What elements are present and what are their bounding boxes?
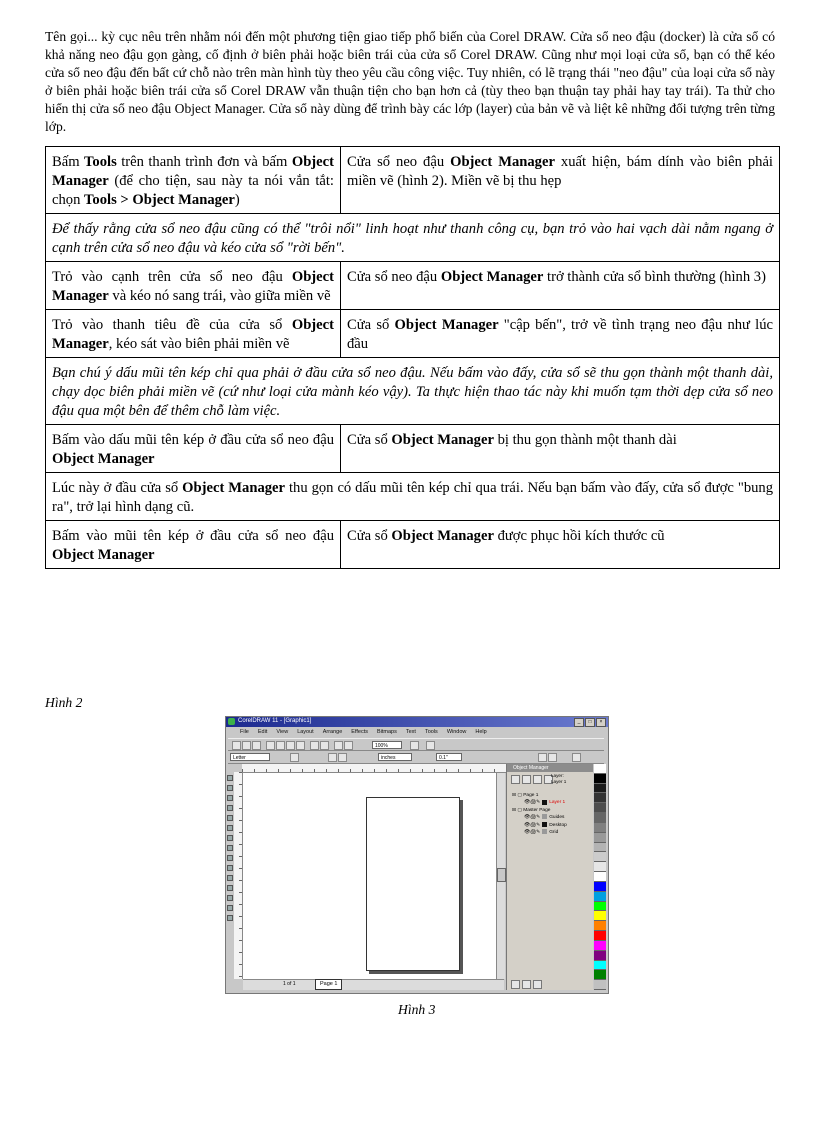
menu-file[interactable]: File [240, 729, 249, 735]
shape-tool-icon[interactable] [227, 785, 233, 791]
outline-tool-icon[interactable] [227, 895, 233, 901]
paper-type-select[interactable]: Letter [230, 753, 270, 761]
import-icon[interactable] [334, 741, 343, 750]
step-action [46, 425, 341, 473]
scrollbar-thumb[interactable] [497, 868, 506, 882]
note: Để thấy rằng cửa sổ neo đậu cũng có thể "trôi nổi" linh hoạt như thanh công cụ, bạn trỏ vào hai vạch dài nằm ngang ở cạnh trên cửa sổ neo đậu và kéo cửa sổ "rời bến". [46, 214, 780, 262]
step-result [341, 521, 780, 569]
step-action [46, 521, 341, 569]
minimize-icon[interactable]: _ [574, 718, 584, 727]
step-action [46, 310, 341, 358]
new-layer-icon[interactable] [511, 980, 520, 989]
grid-icon[interactable] [548, 753, 557, 762]
paste-icon[interactable] [296, 741, 305, 750]
menu-text[interactable]: Text [405, 729, 416, 735]
menu-layout[interactable]: Layout [297, 729, 314, 735]
pick-tool-icon[interactable] [227, 775, 233, 781]
text-bold: Object Manager [52, 451, 155, 467]
nudge-field[interactable]: 0.1" [436, 753, 462, 761]
snap-icon[interactable] [538, 753, 547, 762]
new-icon[interactable] [232, 741, 241, 750]
text: trở thành cửa sổ bình thường (hình 3) [543, 269, 766, 285]
table-row [46, 147, 780, 214]
text: Trỏ vào cạnh trên cửa sổ neo đậu [52, 269, 292, 285]
horizontal-ruler [242, 764, 506, 773]
layer-color-swatch [542, 800, 547, 805]
palette-swatch[interactable] [594, 833, 606, 843]
menu-arrange[interactable]: Arrange [322, 729, 343, 735]
polygon-tool-icon[interactable] [227, 845, 233, 851]
palette-swatch[interactable] [594, 970, 606, 980]
step-action [46, 147, 341, 214]
palette-swatch[interactable] [594, 764, 606, 774]
current-layer-info [551, 773, 566, 785]
layer-tree [510, 792, 590, 836]
layer-manager-view-icon[interactable] [533, 775, 542, 784]
table-row [46, 310, 780, 358]
palette-swatch[interactable] [594, 784, 606, 794]
table-row [46, 262, 780, 310]
page-width-icon[interactable] [290, 753, 299, 762]
docker-bottom-toolbar [511, 980, 542, 989]
palette-swatch[interactable] [594, 951, 606, 961]
text: Cửa sổ [347, 528, 392, 544]
text: và kéo nó sang trái, vào giữa miền vẽ [108, 288, 331, 304]
page-outline[interactable] [366, 797, 460, 971]
intro-paragraph: Tên gọi... kỳ cục nêu trên nhằm nói đến một phương tiện giao tiếp phổ biến của Corel DRAW. Cửa sổ neo đậu (docker) là cửa sổ có khả năng neo đậu gọn gàng, cố định ở biên phải hoặc biên trái của cửa sổ Corel DRAW. Cũng như mọi loại cửa sổ, bạn có thể kéo cửa sổ neo đậu đến bất cứ chỗ nào trên màn hình tùy theo yêu cầu công việc. Tuy nhiên, có lẽ trạng thái "neo đậu" của loại cửa sổ này ở biên phải hoặc biên trái cửa sổ Corel DRAW vẫn thuận tiện cho bạn hơn cả (tùy theo bạn thuận tay phải hay tay trái). Ta thử cho hiển thị cửa sổ neo đậu Object Manager. Cửa sổ này dùng để trình bày các lớp (layer) của bản vẽ và liệt kê những đối tượng trên từng lớp. [45, 29, 775, 134]
tree-layer[interactable]: 👁🖨✎ Desktop [524, 822, 567, 828]
figure-caption: Hình 3 [398, 1002, 436, 1017]
toolbox [226, 772, 234, 979]
menu-bar [226, 728, 608, 737]
layer-color-swatch [542, 814, 547, 819]
maximize-icon[interactable]: □ [585, 718, 595, 727]
delete-icon[interactable] [533, 980, 542, 989]
step-result [341, 262, 780, 310]
new-master-layer-icon[interactable] [522, 980, 531, 989]
print-icon[interactable] [266, 741, 275, 750]
tree-layer[interactable]: 👁🖨✎ Layer 1 [524, 800, 566, 806]
layer-color-swatch [542, 822, 547, 827]
table-row [46, 214, 780, 262]
text-bold: Object Manager [52, 547, 155, 563]
steps-table [45, 146, 780, 569]
interactive-tool-icon[interactable] [227, 875, 233, 881]
tree-layer[interactable]: 👁🖨✎ Guides [524, 815, 565, 821]
step-result [341, 310, 780, 358]
palette-swatch[interactable] [594, 892, 606, 902]
cut-icon[interactable] [276, 741, 285, 750]
undo-icon[interactable] [310, 741, 319, 750]
text-bold: Object Manager [394, 317, 499, 333]
table-row [46, 358, 780, 425]
fill-tool-icon[interactable] [227, 905, 233, 911]
landscape-icon[interactable] [338, 753, 347, 762]
text: Bấm vào mũi tên kép ở đầu cửa sổ neo đậu [52, 528, 334, 544]
window-title: CorelDRAW 11 - [Graphic1] [238, 718, 312, 724]
text: được phục hồi kích thước cũ [493, 528, 665, 544]
property-bar [228, 750, 604, 764]
text-bold: Object Manager [182, 480, 286, 496]
palette-swatch[interactable] [594, 803, 606, 813]
note [46, 473, 780, 521]
note: Bạn chú ý dấu mũi tên kép chỉ qua phải ở đầu cửa sổ neo đậu. Nếu bấm vào đấy, cửa sổ sẽ thu gọn thành một thanh dài, chạy dọc biên phải miền vẽ (cứ như loại cửa mành kéo vậy). Ta thực hiện thao tác này khi muốn tạm thời dẹp cửa sổ neo đậu qua một bên để thêm chỗ làm việc. [46, 358, 780, 425]
palette-swatch[interactable] [594, 921, 606, 931]
table-row [46, 521, 780, 569]
tree-page[interactable]: ⊟ ▢ Page 1 [512, 793, 539, 798]
text-bold: Object Manager [391, 432, 494, 448]
palette-swatch[interactable] [594, 843, 606, 853]
drawing-canvas[interactable] [243, 773, 496, 979]
text: thu gọn có dấu mũi tên kép chỉ qua trái. Nếu bạn bấm vào đấy, cửa sổ được "bung ra", trở lại hình dạng cũ. [52, 480, 774, 515]
palette-swatch[interactable] [594, 902, 606, 912]
interactive-fill-tool-icon[interactable] [227, 915, 233, 921]
vertical-scrollbar[interactable] [496, 773, 505, 979]
portrait-icon[interactable] [328, 753, 337, 762]
text: Cửa sổ [347, 317, 395, 333]
text: Cửa sổ neo đậu [347, 154, 451, 170]
units-select[interactable]: inches [378, 753, 412, 761]
palette-swatch[interactable] [594, 882, 606, 892]
palette-swatch[interactable] [594, 872, 606, 882]
text: (để cho tiện, sau này ta nói vắn tắt: chọn [52, 173, 334, 208]
app-icon [228, 718, 235, 725]
palette-swatch[interactable] [594, 911, 606, 921]
palette-swatch[interactable] [594, 961, 606, 971]
menu-bitmaps[interactable]: Bitmaps [377, 729, 397, 735]
menu-view[interactable]: View [276, 729, 289, 735]
docker-toolbar [511, 775, 553, 784]
table-row [46, 425, 780, 473]
step-result [341, 425, 780, 473]
tree-label: Page 1 [523, 793, 539, 798]
menu-tools[interactable]: Tools [424, 729, 438, 735]
text-bold: Object Manager [391, 528, 494, 544]
text-bold: Object Manager [52, 317, 334, 352]
palette-swatch[interactable] [594, 793, 606, 803]
tree-layer[interactable]: 👁🖨✎ Grid [524, 830, 559, 836]
text: xuất hiện, bám dính vào biên phải miền vẽ (hình 2). Miền vẽ bị thu hẹp [347, 154, 773, 189]
page-count: 1 of 1 [283, 981, 296, 987]
zoom-tool-icon[interactable] [227, 805, 233, 811]
table-row [46, 473, 780, 521]
rectangle-tool-icon[interactable] [227, 825, 233, 831]
step-action [46, 262, 341, 310]
text-bold: Object Manager [52, 154, 334, 189]
zoom-icon[interactable] [410, 741, 419, 750]
text: , kéo sát vào biên phải miền vẽ [108, 336, 290, 352]
text-bold: Tools > Object Manager [84, 192, 235, 208]
export-icon[interactable] [344, 741, 353, 750]
layer-color-swatch [542, 829, 547, 834]
tree-label: Guides [549, 815, 565, 821]
text: ) [234, 192, 240, 208]
palette-swatch[interactable] [594, 862, 606, 872]
show-properties-icon[interactable] [511, 775, 520, 784]
tree-master-page[interactable]: ⊟ ▢ Master Page [512, 807, 551, 813]
text: Cửa sổ neo đậu [347, 269, 441, 285]
text: "cập bến", trở về tình trạng neo đậu như lúc đầu [347, 317, 773, 352]
copy-icon[interactable] [286, 741, 295, 750]
app-launcher-icon[interactable] [426, 741, 435, 750]
palette-swatch[interactable] [594, 852, 606, 862]
layer-label: Layer: [551, 773, 564, 778]
text-bold: Tools [84, 154, 117, 170]
palette-swatch[interactable] [594, 823, 606, 833]
color-palette [594, 764, 606, 990]
freehand-tool-icon[interactable] [227, 815, 233, 821]
save-icon[interactable] [252, 741, 261, 750]
menu-help[interactable]: Help [475, 729, 487, 735]
tree-label: Layer 1 [549, 800, 566, 806]
text: Trỏ vào thanh tiêu đề của cửa sổ [52, 317, 292, 333]
text: trên thanh trình đơn và bấm [116, 154, 292, 170]
text-tool-icon[interactable] [227, 865, 233, 871]
text-bold: Object Manager [52, 269, 334, 304]
zoom-select[interactable]: 100% [372, 741, 402, 749]
ellipse-tool-icon[interactable] [227, 835, 233, 841]
palette-swatch[interactable] [594, 813, 606, 823]
palette-swatch[interactable] [594, 980, 606, 990]
menu-window[interactable]: Window [446, 729, 467, 735]
basic-shapes-tool-icon[interactable] [227, 855, 233, 861]
step-result [341, 147, 780, 214]
layer-name: Layer 1 [551, 779, 567, 784]
text: Lúc này ở đầu cửa sổ [52, 480, 183, 496]
coreldraw-screenshot [225, 716, 609, 994]
window-controls [574, 718, 606, 727]
crop-tool-icon[interactable] [227, 795, 233, 801]
text: Bấm [52, 154, 85, 170]
palette-swatch[interactable] [594, 941, 606, 951]
vertical-ruler [234, 772, 243, 979]
palette-swatch[interactable] [594, 774, 606, 784]
menu-edit[interactable]: Edit [257, 729, 268, 735]
title-bar [226, 717, 608, 727]
text: Cửa sổ [347, 432, 392, 448]
text-bold: Object Manager [440, 269, 544, 285]
edit-across-layers-icon[interactable] [522, 775, 531, 784]
docker-title[interactable]: Object Manager [507, 764, 593, 772]
redo-icon[interactable] [320, 741, 329, 750]
open-icon[interactable] [242, 741, 251, 750]
tree-label: Desktop [549, 822, 567, 828]
options-icon[interactable] [572, 753, 581, 762]
tree-label: Master Page [523, 807, 551, 813]
text: Bấm vào dấu mũi tên kép ở đầu cửa sổ neo đậu [52, 432, 334, 448]
close-icon[interactable]: × [596, 718, 606, 727]
figure-caption: Hình 2 [45, 695, 83, 710]
page-tab[interactable]: Page 1 [315, 979, 342, 990]
object-manager-docker [506, 764, 593, 990]
eyedropper-tool-icon[interactable] [227, 885, 233, 891]
tree-label: Grid [549, 830, 559, 836]
text-bold: Object Manager [450, 154, 555, 170]
menu-effects[interactable]: Effects [351, 729, 368, 735]
page-navigator [243, 979, 504, 990]
palette-swatch[interactable] [594, 931, 606, 941]
text: bị thu gọn thành một thanh dài [493, 432, 677, 448]
